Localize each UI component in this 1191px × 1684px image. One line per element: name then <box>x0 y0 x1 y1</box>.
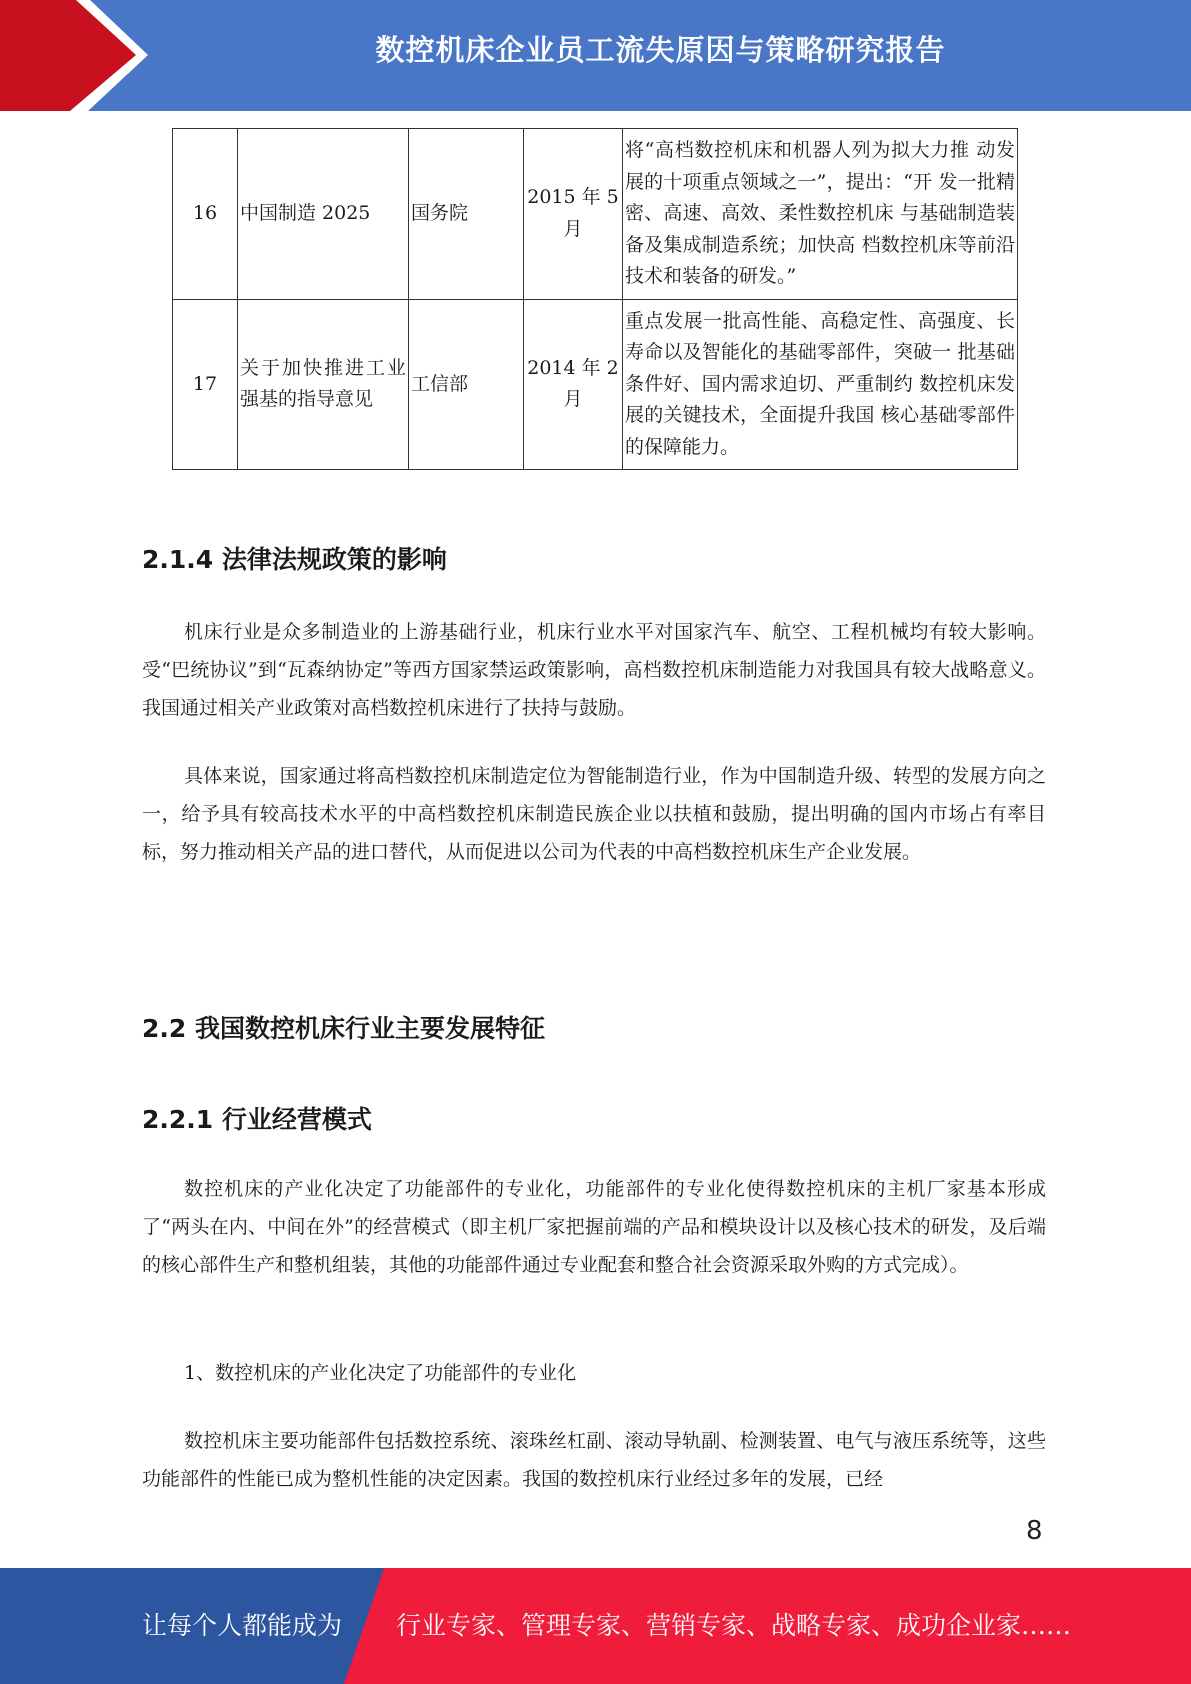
page-number: 8 <box>1026 1516 1043 1546</box>
paragraph: 数控机床主要功能部件包括数控系统、滚珠丝杠副、滚动导轨副、检测装置、电气与液压系统等，这些功能部件的性能已成为整机性能的决定因素。我国的数控机床行业经过多年的发展，已经 <box>142 1430 1046 1490</box>
table-row <box>173 129 1018 300</box>
policy-name: 关于加快推进工业强基的指导意见 <box>238 299 409 470</box>
list-item: 1、数控机床的产业化决定了功能部件的专业化 <box>184 1362 577 1384</box>
row-number: 17 <box>173 299 238 470</box>
issue-date: 2015 年 5 月 <box>524 129 623 300</box>
page-header <box>0 0 1191 111</box>
page-footer <box>0 1568 1191 1684</box>
report-title: 数控机床企业员工流失原因与策略研究报告 <box>375 33 946 67</box>
table-row <box>173 299 1018 470</box>
policy-table <box>172 128 1018 470</box>
issuing-department: 工信部 <box>409 299 524 470</box>
row-number: 16 <box>173 129 238 300</box>
paragraph: 具体来说，国家通过将高档数控机床制造定位为智能制造行业，作为中国制造升级、转型的发展方向之一，给予具有较高技术水平的中高档数控机床制造民族企业以扶植和鼓励，提出明确的国内市场占有率目标，努力推动相关产品的进口替代，从而促进以公司为代表的中高档数控机床生产企业发展。 <box>142 765 1046 863</box>
paragraph: 数控机床的产业化决定了功能部件的专业化，功能部件的专业化使得数控机床的主机厂家基本形成了“两头在内、中间在外”的经营模式（即主机厂家把握前端的产品和模块设计以及核心技术的研发，及后端的核心部件生产和整机组装，其他的功能部件通过专业配套和整合社会资源采取外购的方式完成）。 <box>142 1178 1046 1276</box>
section-heading-2-2-1: 2.2.1 行业经营模式 <box>142 1105 372 1134</box>
issuing-department: 国务院 <box>409 129 524 300</box>
policy-description: 将“高档数控机床和机器人列为拟大力推 动发展的十项重点领域之一”，提出：“开 发一批精密、高速、高效、柔性数控机床 与基础制造装备及集成制造系统；加快高 档数控机床等前沿技术和装备的研发。” <box>623 129 1018 300</box>
section-heading-2-2: 2.2 我国数控机床行业主要发展特征 <box>142 1014 545 1043</box>
policy-description: 重点发展一批高性能、高稳定性、高强度、长寿命以及智能化的基础零部件，突破一 批基础条件好、国内需求迫切、严重制约 数控机床发展的关键技术，全面提升我国 核心基础零部件的保障能力。 <box>623 299 1018 470</box>
section-heading-2-1-4: 2.1.4 法律法规政策的影响 <box>142 545 447 574</box>
footer-slogan-left: 让每个人都能成为 <box>142 1611 343 1640</box>
policy-name: 中国制造 2025 <box>238 129 409 300</box>
footer-slogan-right: 行业专家、管理专家、营销专家、战略专家、成功企业家…… <box>396 1611 1072 1640</box>
paragraph: 机床行业是众多制造业的上游基础行业，机床行业水平对国家汽车、航空、工程机械均有较大影响。受“巴统协议”到“瓦森纳协定”等西方国家禁运政策影响，高档数控机床制造能力对我国具有较大战略意义。我国通过相关产业政策对高档数控机床进行了扶持与鼓励。 <box>142 621 1046 719</box>
issue-date: 2014 年 2 月 <box>524 299 623 470</box>
